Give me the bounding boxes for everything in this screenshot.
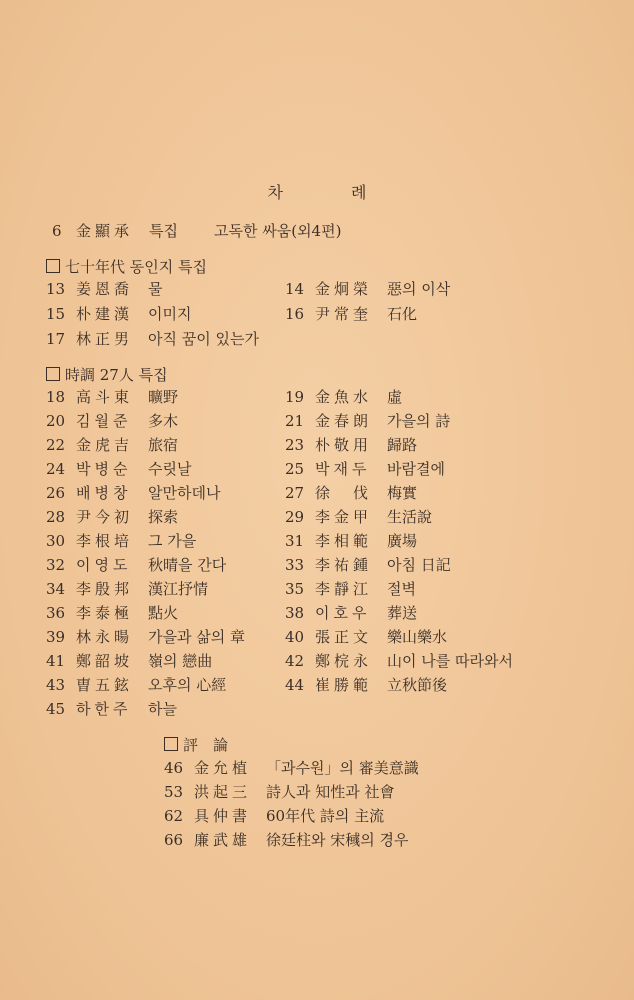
page-number: 39 (46, 628, 66, 646)
toc-entry (285, 435, 417, 455)
author: 具仲書 (194, 807, 252, 825)
work-title: 절벽 (387, 580, 416, 598)
title-char-right: 례 (351, 183, 367, 202)
checkbox-square-icon (46, 259, 60, 273)
section-header (46, 257, 207, 277)
author: 尹今初 (76, 508, 134, 526)
toc-entry (285, 627, 447, 647)
author: 김월준 (76, 412, 132, 430)
author: 李相範 (315, 532, 373, 550)
author: 李泰極 (76, 604, 134, 622)
page-number: 30 (46, 532, 66, 550)
work-title: 葬送 (387, 604, 418, 622)
toc-entry (285, 459, 445, 479)
page-number: 62 (164, 807, 184, 825)
toc-entry (164, 830, 409, 850)
toc-entry (164, 806, 384, 826)
author: 박병순 (76, 460, 132, 478)
featured-entry (52, 221, 341, 241)
author: 尹常奎 (315, 305, 373, 323)
work-title: 바람결에 (387, 460, 445, 478)
author: 徐 伐 (315, 484, 373, 502)
page-number: 32 (46, 556, 66, 574)
author: 鄭梡永 (315, 652, 373, 670)
author: 朴敬用 (315, 436, 373, 454)
author: 李殷邦 (76, 580, 134, 598)
page-number: 24 (46, 460, 66, 478)
toc-entry (46, 329, 259, 349)
author: 이영도 (76, 556, 132, 574)
toc-entry (46, 579, 208, 599)
work-title: 그 가을 (148, 532, 197, 550)
work-title: 探索 (148, 508, 179, 526)
author: 배병창 (76, 484, 132, 502)
author: 洪起三 (194, 783, 252, 801)
author: 金虎吉 (76, 436, 134, 454)
work-title: 惡의 이삭 (387, 280, 451, 298)
work-title: 歸路 (387, 436, 418, 454)
page-number: 19 (285, 388, 305, 406)
page-number: 35 (285, 580, 305, 598)
author: 張正文 (315, 628, 373, 646)
toc-entry (46, 304, 191, 324)
page-number: 44 (285, 676, 305, 694)
author: 曺五鉉 (76, 676, 134, 694)
toc-entry (46, 603, 178, 623)
work-title: 秋晴을 간다 (148, 556, 227, 574)
toc-entry (46, 555, 226, 575)
work-title: 曠野 (148, 388, 179, 406)
author: 姜恩喬 (76, 280, 134, 298)
page-number: 21 (285, 412, 305, 430)
author: 崔勝範 (315, 676, 373, 694)
author: 하한주 (76, 700, 132, 718)
author: 이호우 (315, 604, 371, 622)
page-title (0, 180, 634, 203)
page-number: 17 (46, 330, 66, 348)
page-number: 15 (46, 305, 66, 323)
work-title: 多木 (148, 412, 179, 430)
toc-entry (46, 531, 196, 551)
toc-entry (285, 603, 417, 623)
toc-entry (46, 699, 177, 719)
toc-entry (46, 411, 178, 431)
page-number: 27 (285, 484, 305, 502)
page-number: 40 (285, 628, 305, 646)
work-title: 徐廷柱와 宋稶의 경우 (266, 831, 409, 849)
work-title: 立秋節後 (387, 676, 448, 694)
toc-entry (285, 579, 416, 599)
work-title: 梅實 (387, 484, 418, 502)
work-title: 山이 나를 따라와서 (387, 652, 513, 670)
work-title: 물 (148, 280, 163, 298)
toc-entry (285, 675, 447, 695)
work-title: 石化 (387, 305, 418, 323)
work-title: 수릿날 (148, 460, 192, 478)
work-title: 이미지 (148, 305, 192, 323)
toc-entry (285, 531, 417, 551)
page-number: 33 (285, 556, 305, 574)
page-number: 36 (46, 604, 66, 622)
work-title: 樂山樂水 (387, 628, 448, 646)
toc-entry (46, 459, 191, 479)
work-title: 하늘 (148, 700, 177, 718)
work-title: 詩人과 知性과 社會 (266, 783, 395, 801)
work-title: 旅宿 (148, 436, 179, 454)
page-number: 29 (285, 508, 305, 526)
work-title: 廣場 (387, 532, 418, 550)
work-title: 아침 日記 (387, 556, 451, 574)
work-title: 生活說 (387, 508, 433, 526)
section-header-criticism (164, 735, 228, 755)
toc-entry (46, 651, 212, 671)
author: 林正男 (76, 330, 134, 348)
page-number: 41 (46, 652, 66, 670)
author: 金魚水 (315, 388, 373, 406)
work-title: 가을의 詩 (387, 412, 451, 430)
author: 高斗東 (76, 388, 134, 406)
author: 李祐鍾 (315, 556, 373, 574)
work-title: 60年代 詩의 主流 (266, 807, 385, 825)
toc-entry (46, 435, 178, 455)
page-number: 18 (46, 388, 66, 406)
toc-entry (285, 555, 451, 575)
work-title: 漢江抒情 (148, 580, 209, 598)
work-title: 고독한 싸움(외4편) (214, 222, 342, 240)
author: 鄭韶坡 (76, 652, 134, 670)
toc-entry (285, 387, 402, 407)
page-number: 26 (46, 484, 66, 502)
section-title: 評 論 (183, 736, 229, 754)
author: 金顯承 (76, 222, 134, 240)
work-title: 「과수원」의 審美意識 (266, 759, 419, 777)
toc-entry (46, 483, 220, 503)
author: 廉武雄 (194, 831, 252, 849)
author: 박재두 (315, 460, 371, 478)
page-number: 31 (285, 532, 305, 550)
title-char-left: 차 (267, 183, 283, 202)
author: 李靜江 (315, 580, 373, 598)
work-title: 點火 (148, 604, 179, 622)
toc-entry (285, 304, 417, 324)
toc-entry (285, 483, 417, 503)
work-title: 虛 (387, 388, 403, 406)
page-number: 53 (164, 783, 184, 801)
page-number: 25 (285, 460, 305, 478)
work-title: 오후의 心經 (148, 676, 227, 694)
toc-entry (46, 387, 178, 407)
page-number: 45 (46, 700, 66, 718)
section-header (46, 365, 168, 385)
work-title: 嶺의 戀曲 (148, 652, 213, 670)
feature-label: 특집 (149, 222, 178, 240)
page-number: 66 (164, 831, 184, 849)
toc-entry (285, 507, 432, 527)
page-number: 22 (46, 436, 66, 454)
checkbox-square-icon (46, 367, 60, 381)
section-title: 七十年代 동인지 특집 (65, 258, 207, 276)
toc-entry (285, 279, 450, 299)
page-number: 38 (285, 604, 305, 622)
toc-entry (285, 411, 450, 431)
toc-entry (164, 782, 395, 802)
toc-entry (285, 651, 513, 671)
author: 林永暘 (76, 628, 134, 646)
work-title: 아직 꿈이 있는가 (148, 330, 259, 348)
toc-entry (46, 675, 226, 695)
toc-entry (46, 627, 245, 647)
author: 金炯榮 (315, 280, 373, 298)
author: 金允植 (194, 759, 252, 777)
page-number: 13 (46, 280, 66, 298)
author: 李金甲 (315, 508, 373, 526)
page-number: 20 (46, 412, 66, 430)
page-number: 23 (285, 436, 305, 454)
page-number: 43 (46, 676, 66, 694)
page-number: 16 (285, 305, 305, 323)
page-number: 14 (285, 280, 305, 298)
work-title: 가을과 삶의 章 (148, 628, 245, 646)
page-number: 46 (164, 759, 184, 777)
checkbox-square-icon (164, 737, 178, 751)
page-number: 28 (46, 508, 66, 526)
author: 金春朗 (315, 412, 373, 430)
work-title: 알만하데나 (148, 484, 221, 502)
page-number: 34 (46, 580, 66, 598)
toc-entry (46, 507, 178, 527)
page-number: 42 (285, 652, 305, 670)
author: 朴建漢 (76, 305, 134, 323)
section-title: 時調 27人 특집 (65, 366, 168, 384)
author: 李根培 (76, 532, 134, 550)
toc-entry (164, 758, 419, 778)
toc-entry (46, 279, 163, 299)
page-number: 6 (52, 222, 62, 240)
